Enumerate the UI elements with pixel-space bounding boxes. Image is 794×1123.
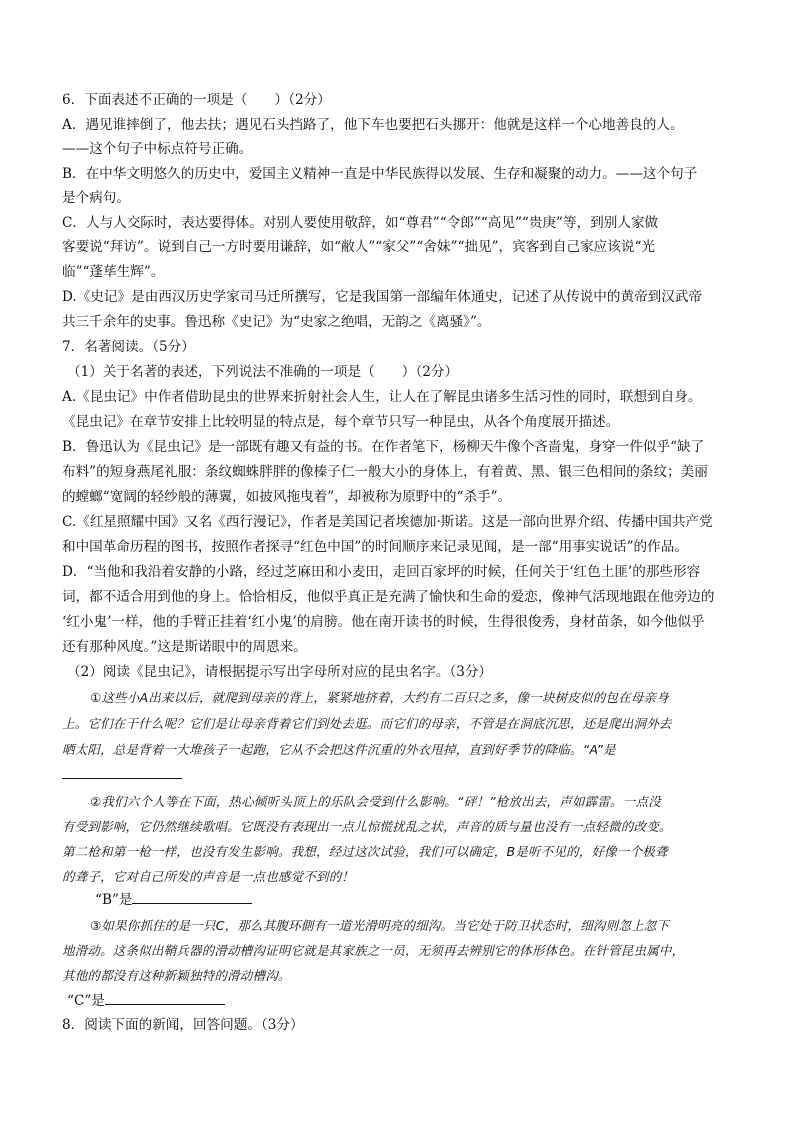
passage-b-line2: 有受到影响，它仍然继续歌唱。它既没有表现出一点儿惊慌扰乱之状，声音的质与量也没有一点轻微的改变。 bbox=[62, 819, 672, 834]
passage-a-line2: 上。它们在干什么呢？它们是让母亲背着它们到处去逛。而它们的母亲，不管是在洞底沉思，还是爬出洞外去 bbox=[62, 716, 672, 731]
q7-option-d: D．“当他和我沿着安静的小路，经过芝麻田和小麦田，走回百家坪的时候，任何关于‘红色土匪’的那些形容 bbox=[62, 564, 701, 580]
passage-a-line3: 晒太阳，总是背着一大堆孩子一起跑，它从不会把这件沉重的外衣甩掉，直到好季节的降临。“A”是 bbox=[62, 742, 616, 757]
q6-option-b-cont: 是个病句。 bbox=[62, 190, 130, 206]
q6-option-d: D.《史记》是由西汉历史学家司马迁所撰写，它是我国第一部编年体通史，记述了从传说中的黄帝到汉武帝 bbox=[62, 289, 703, 305]
passage-b-line3: 第二枪和第一枪一样，也没有发生影响。我想，经过这次试验，我们可以确定，B是听不见的，好像一个极聋 bbox=[62, 844, 668, 859]
q6-option-c: C．人与人交际时，表达要得体。对别人要使用敬辞，如“尊君”“令郎”“高见”“贵庚”等，到别人家做 bbox=[62, 215, 659, 231]
q6-stem: 6．下面表述不正确的一项是（ ）（2分） bbox=[62, 92, 331, 108]
q7-part1-stem: （1）关于名著的表述，下列说法不准确的一项是（ ）（2分） bbox=[67, 364, 459, 380]
passage-b-line1: ②我们六个人等在下面，热心倾听头顶上的乐队会受到什么影响。“砰！”枪放出去，声如霹雷。一点没 bbox=[90, 794, 661, 809]
q6-option-c-cont2: 临”“蓬荜生辉”。 bbox=[62, 264, 165, 280]
q6-option-a-cont: ——这个句子中标点符号正确。 bbox=[62, 141, 253, 157]
q6-option-c-cont: 客要说“拜访”。说到自己一方时要用谦辞，如“敝人”“家父”“舍妹”“拙见”，宾客到自己家应该说“光 bbox=[62, 239, 656, 255]
q7-option-a-cont: 《昆虫记》在章节安排上比较明显的特点是，每个章节只写一种昆虫，从各个角度展开描述。 bbox=[62, 414, 620, 430]
q7-option-c-cont: 和中国革命历程的图书，按照作者探寻“红色中国”的时间顺序来记录见闻，是一部“用事实说话”的作品。 bbox=[62, 539, 688, 555]
q7-option-d-cont: 词，都不适合用到他的身上。恰恰相反，他似乎真正是充满了愉快和生命的爱恋，像神气活现地跟在他旁边的 bbox=[62, 589, 715, 605]
q7-stem: 7．名著阅读。（5分） bbox=[62, 339, 195, 355]
passage-c-line3: 其他的都没有这种新颖独特的滑动槽沟。 bbox=[62, 968, 291, 983]
answer-c-blank[interactable] bbox=[105, 990, 225, 1005]
passage-a-line1: ①这些小A出来以后，就爬到母亲的背上，紧紧地挤着，大约有二百只之多，像一块树皮似的包在母亲身 bbox=[90, 690, 669, 705]
q7-option-b-cont2: 的螳螂“宽阔的轻纱般的薄翼，如披风拖曳着”，却被称为原野中的“杀手”。 bbox=[62, 489, 512, 505]
q8-stem: 8．阅读下面的新闻，回答问题。（3分） bbox=[62, 1017, 304, 1033]
q7-option-d-cont2: ‘红小鬼’一样，他的手臂正挂着‘红小鬼’的肩膀。他在南开读书的时候，生得很俊秀，身材苗条，如今他似乎 bbox=[62, 614, 705, 630]
q7-part2-stem: （2）阅读《昆虫记》，请根据提示写出字母所对应的昆虫名字。（3分） bbox=[67, 664, 493, 680]
answer-c-label: “C”是 bbox=[67, 993, 105, 1009]
q7-option-b: B．鲁迅认为《昆虫记》是一部既有趣又有益的书。在作者笔下，杨柳天牛像个吝啬鬼，身穿一件似乎“缺了 bbox=[62, 439, 705, 455]
passage-b-line4: 的聋子，它对自己所发的声音是一点也感觉不到的！ bbox=[62, 869, 355, 884]
answer-a-blank[interactable] bbox=[62, 778, 182, 779]
q6-option-d-cont: 共三千余年的史事。鲁迅称《史记》为“史家之绝唱，无韵之《离骚》”。 bbox=[62, 314, 491, 330]
answer-c-row bbox=[67, 989, 747, 1013]
q7-option-a: A.《昆虫记》中作者借助昆虫的世界来折射社会人生，让人在了解昆虫诸多生活习性的同时，联想到自身。 bbox=[62, 389, 702, 405]
answer-b-label: “B”是 bbox=[95, 892, 133, 908]
q6-option-b: B．在中华文明悠久的历史中，爱国主义精神一直是中华民族得以发展、生存和凝聚的动力。——这个句子 bbox=[62, 166, 698, 182]
passage-c-line1: ③如果你抓住的是一只C，那么其腹环側有一道光滑明亮的细沟。当它处于防卫状态时，细沟则忽上忽下 bbox=[90, 918, 670, 933]
passage-c-line2: 地滑动。这条似出鞘兵器的滑动槽沟证明它就是其家族之一员，无须再去辨别它的体形体色。在针管昆虫属中， bbox=[62, 943, 685, 958]
q7-option-d-cont3: 还有那种风度。”这是斯诺眼中的周恩来。 bbox=[62, 639, 307, 655]
answer-b-blank[interactable] bbox=[132, 889, 252, 904]
q7-option-c: C.《红星照耀中国》又名《西行漫记》，作者是美国记者埃德加·斯诺。这是一部向世界介绍、传播中国共产党 bbox=[62, 514, 713, 530]
answer-b-row bbox=[95, 888, 775, 912]
q7-option-b-cont: 布料”的短身燕尾礼服：条纹蜘蛛胖胖的像榛子仁一般大小的身体上，有着黄、黑、银三色相间的条纹；美丽 bbox=[62, 464, 708, 480]
q6-option-a: A．遇见谁摔倒了，他去扶；遇见石头挡路了，他下车也要把石头挪开：他就是这样一个心地善良的人。 bbox=[62, 117, 684, 133]
